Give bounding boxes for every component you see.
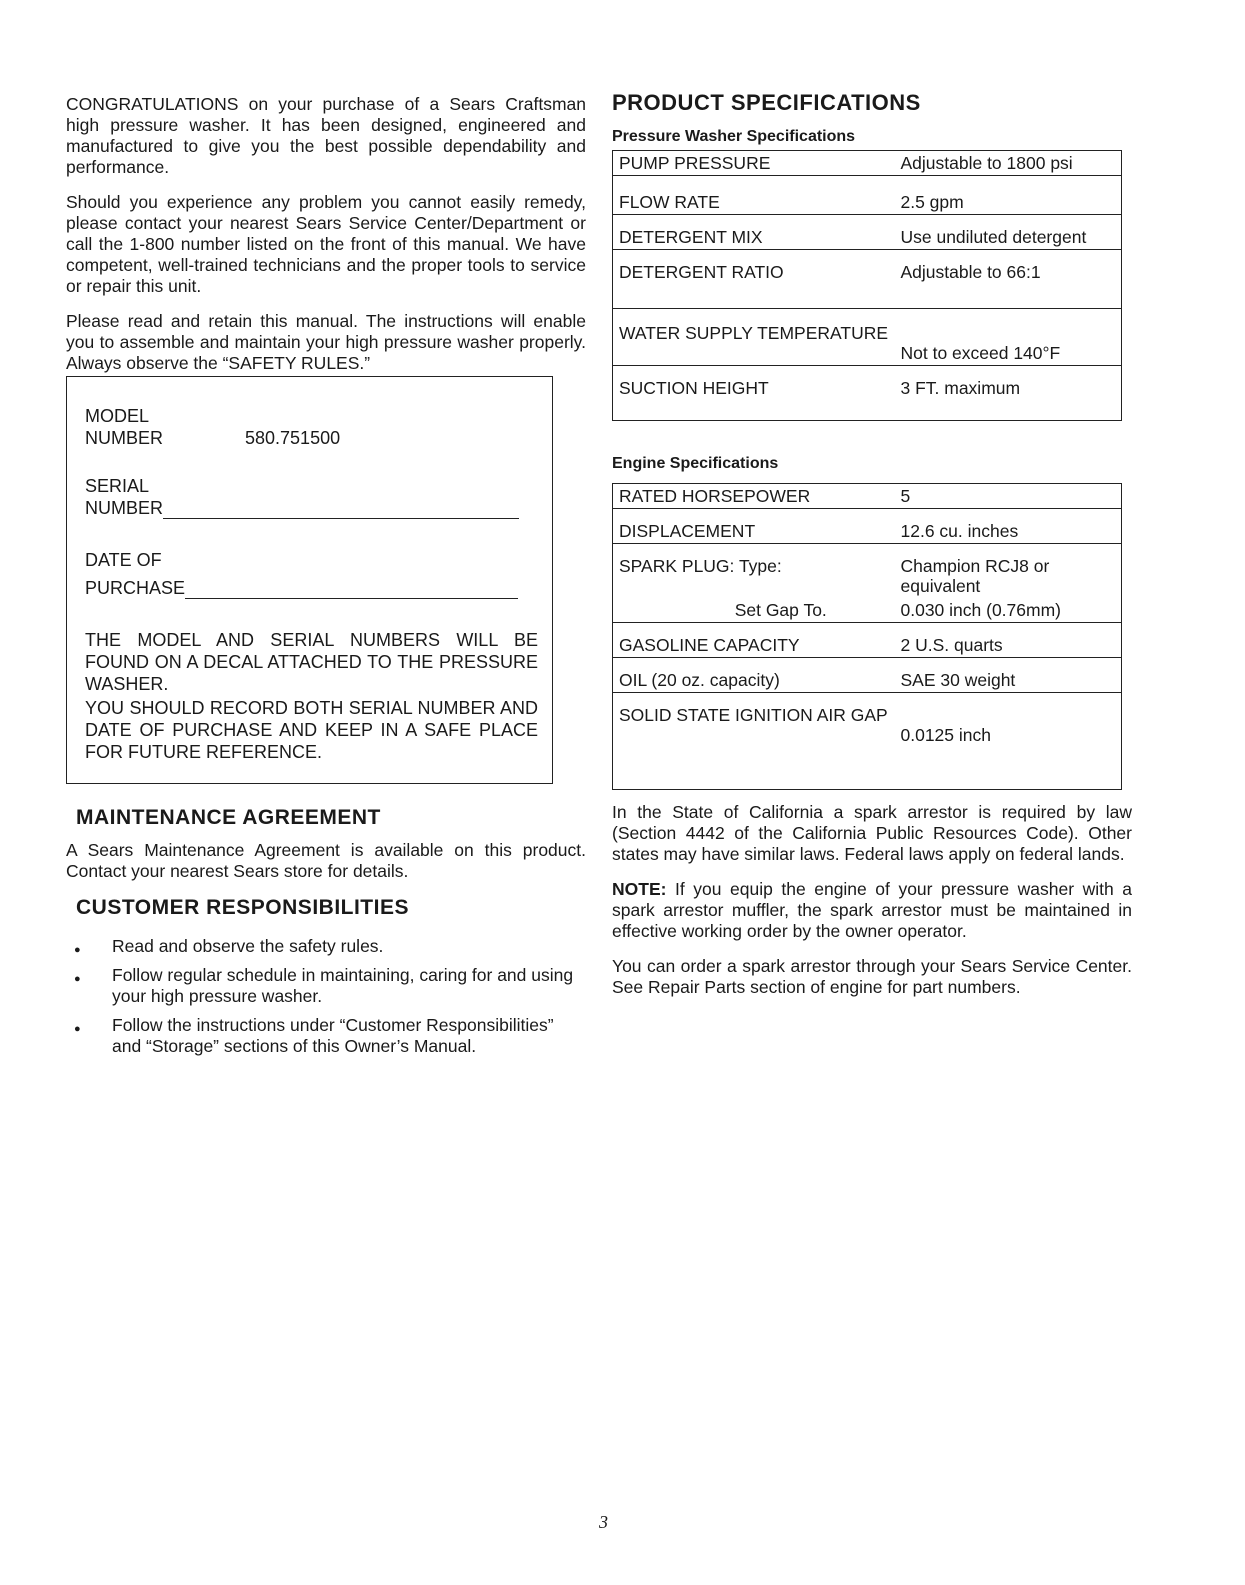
record-notice: YOU SHOULD RECORD BOTH SERIAL NUMBER AND DATE OF PURCHASE AND KEEP IN A SAFE PLACE FOR FUTURE REFERENCE. [85, 698, 538, 762]
table-row: RATED HORSEPOWER 5 [613, 484, 1122, 509]
intro-congratulations: CONGRATULATIONS on your purchase of a Sears Craftsman high pressure washer. It has been designed, engineered and manufactured to give you the best possible dependability and performance. [66, 94, 586, 177]
customer-section [66, 896, 586, 920]
page-number: 3 [599, 1512, 608, 1532]
table-row: Set Gap To. 0.030 inch (0.76mm) [613, 598, 1122, 623]
order-text: You can order a spark arrestor through your Sears Service Center. See Repair Parts section of engine for part numbers. [612, 956, 1132, 997]
table-row: GASOLINE CAPACITY 2 U.S. quarts [613, 623, 1122, 658]
model-row [85, 427, 538, 449]
table-row: PUMP PRESSURE Adjustable to 1800 psi [613, 151, 1122, 176]
table-row: WATER SUPPLY TEMPERATURE Not to exceed 140°F [613, 309, 1122, 366]
date-of-purchase-field[interactable] [185, 580, 518, 599]
note-paragraph [612, 879, 1132, 942]
engine-specs-title: Engine Specifications [612, 455, 779, 472]
bullet-icon: ● [74, 944, 81, 956]
pressure-specs-table [612, 150, 1122, 421]
date-of-purchase-label: PURCHASE [85, 578, 186, 598]
specs-heading: PRODUCT SPECIFICATIONS [612, 90, 921, 115]
list-item: ● Read and observe the safety rules. [66, 936, 586, 957]
model-number-label: NUMBER [85, 428, 164, 448]
serial-row [85, 497, 538, 519]
pressure-specs-title: Pressure Washer Specifications [612, 128, 856, 145]
table-row: SUCTION HEIGHT 3 FT. maximum [613, 366, 1122, 421]
customer-heading: CUSTOMER RESPONSIBILITIES [76, 896, 409, 919]
intro-retain: Please read and retain this manual. The instructions will enable you to assemble and maintain your high pressure washer properly. Always observe the “SAFETY RULES.” [66, 311, 586, 373]
note-label: NOTE: [612, 879, 667, 899]
serial-label: SERIAL [85, 476, 150, 496]
table-row: DETERGENT RATIO Adjustable to 66:1 [613, 250, 1122, 309]
table-row: FLOW RATE 2.5 gpm [613, 176, 1122, 215]
serial-number-label: NUMBER [85, 498, 164, 518]
maintenance-section [66, 806, 586, 830]
maintenance-heading: MAINTENANCE AGREEMENT [76, 806, 381, 829]
bullet-icon: ● [74, 973, 81, 985]
california-text: In the State of California a spark arrestor is required by law (Section 4442 of the California Public Resources Code). Other states may have similar laws. Federal laws apply on federal lands. [612, 802, 1132, 864]
engine-specs-table [612, 483, 1122, 790]
table-row: SOLID STATE IGNITION AIR GAP 0.0125 inch [613, 693, 1122, 790]
table-row: OIL (20 oz. capacity) SAE 30 weight [613, 658, 1122, 693]
bullet-icon: ● [74, 1023, 81, 1035]
table-row: DISPLACEMENT 12.6 cu. inches [613, 509, 1122, 544]
left-column [66, 94, 586, 1065]
decal-notice: THE MODEL AND SERIAL NUMBERS WILL BE FOUND ON A DECAL ATTACHED TO THE PRESSURE WASHER. [85, 630, 538, 694]
registration-box [66, 376, 553, 784]
serial-number-field[interactable] [163, 500, 519, 519]
date-row [85, 577, 538, 599]
model-number-value: 580.751500 [245, 428, 341, 448]
maintenance-text: A Sears Maintenance Agreement is available on this product. Contact your nearest Sears store for details. [66, 840, 586, 881]
date-label: DATE OF [85, 550, 162, 570]
customer-list [66, 936, 586, 1057]
table-row: DETERGENT MIX Use undiluted detergent [613, 215, 1122, 250]
model-label: MODEL [85, 406, 150, 426]
table-row: SPARK PLUG: Type: Champion RCJ8 or equivalent [619, 556, 1050, 596]
right-column [612, 90, 1132, 1012]
list-item: ● Follow regular schedule in maintaining, caring for and using your high pressure washer. [74, 965, 574, 1006]
list-item: ● Follow the instructions under “Customer Responsibilities” and “Storage” sections of this Owner’s Manual. [74, 1015, 554, 1056]
intro-service: Should you experience any problem you cannot easily remedy, please contact your nearest Sears Service Center/Department or call the 1-800 number listed on the front of this manual. We have competent, well-trained technicians and the proper tools to service or repair this unit. [66, 192, 586, 296]
note-text: If you equip the engine of your pressure washer with a spark arrestor muffler, the spark arrestor must be maintained in effective working order by the owner operator. [612, 879, 1132, 941]
